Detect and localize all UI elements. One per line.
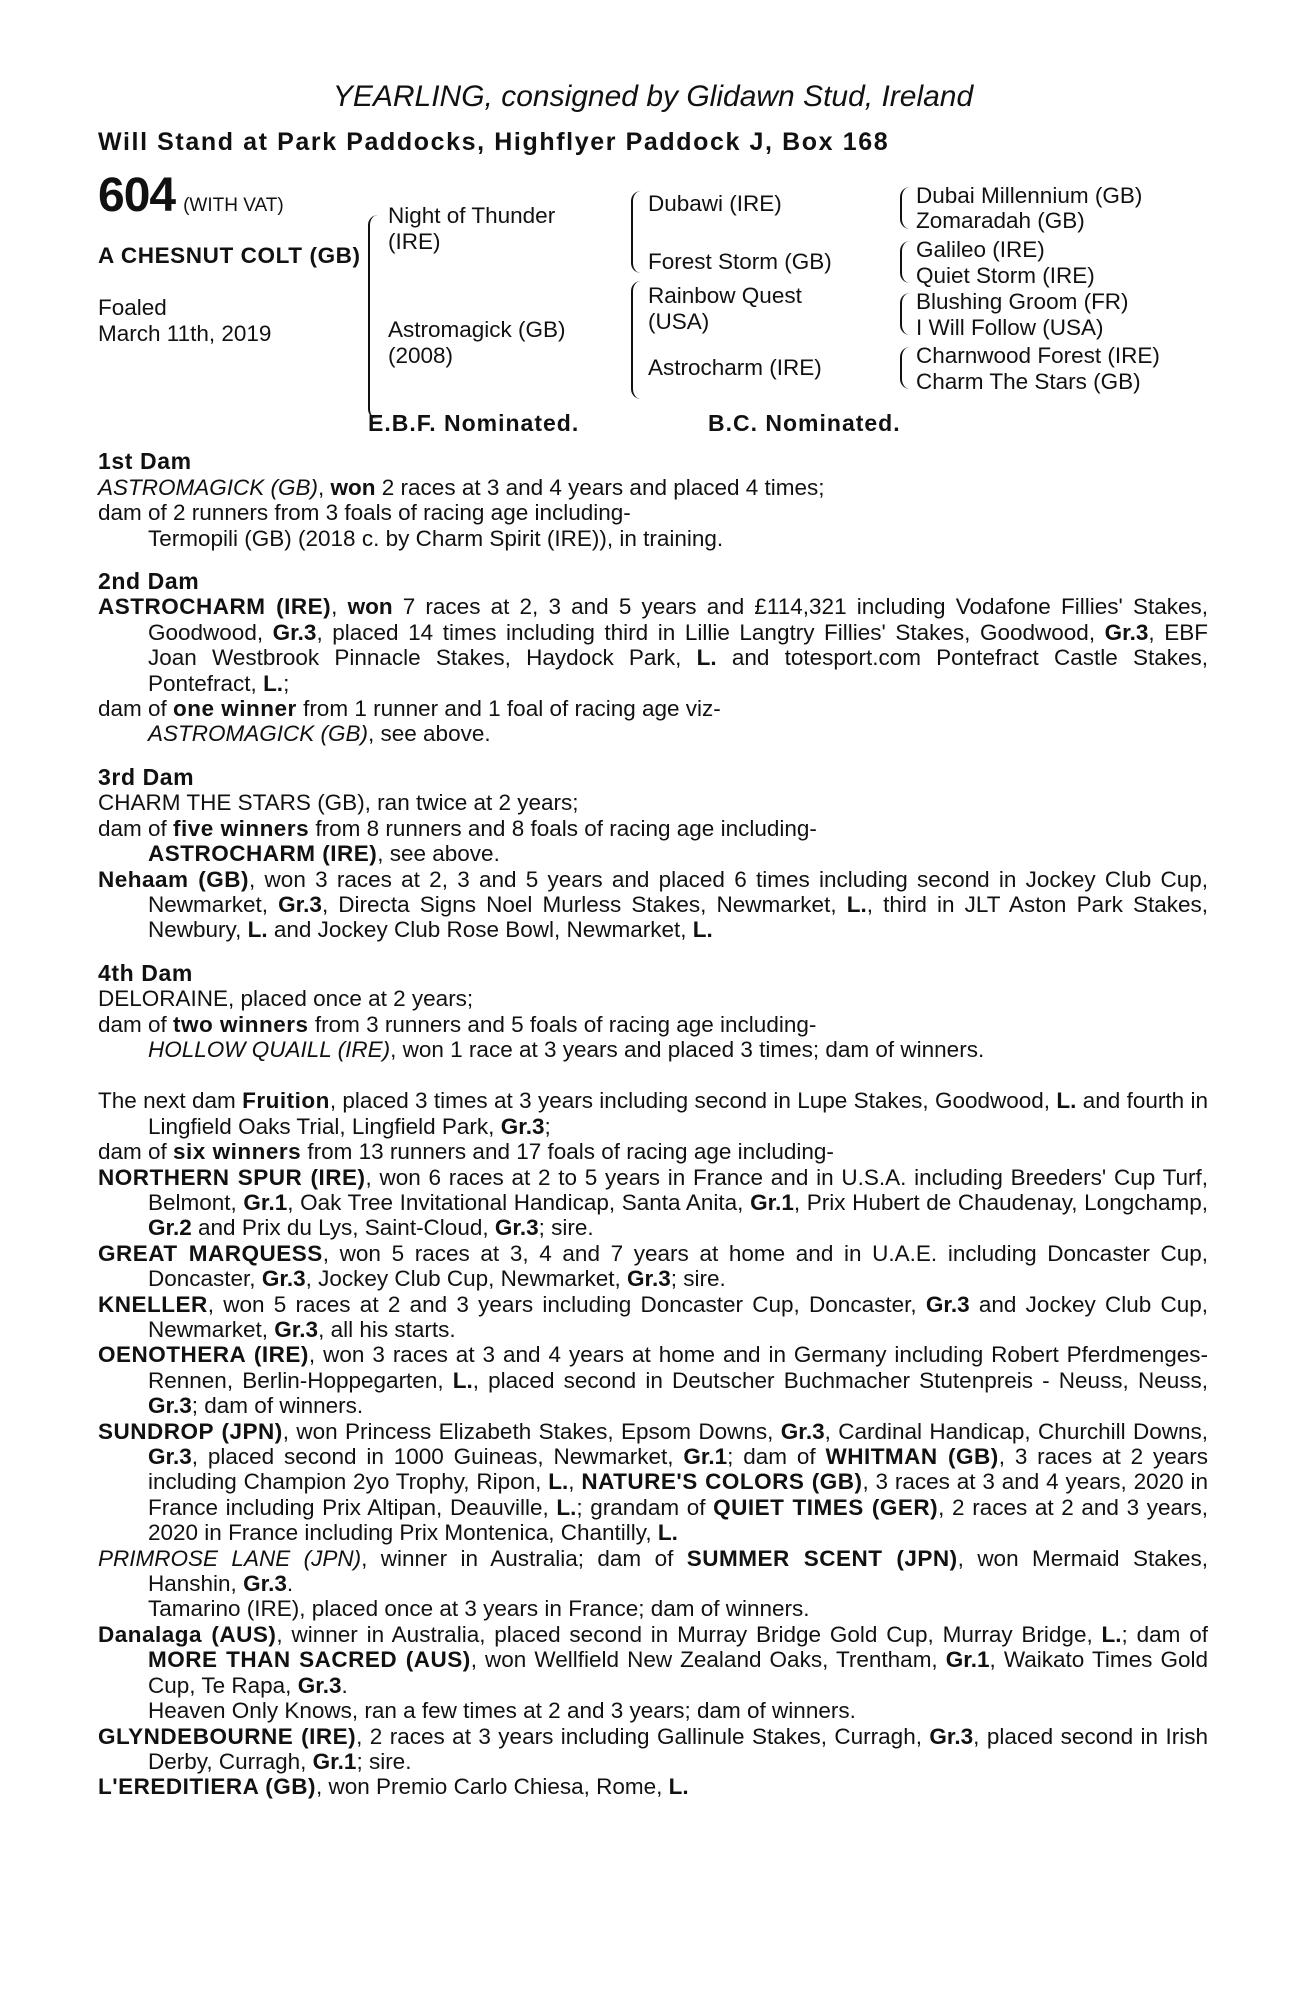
text: , won Mermaid Stakes, Hanshin, <box>148 1545 1208 1597</box>
first-dam-produce: dam of 2 runners from 3 foals of racing age including- <box>98 500 631 526</box>
winners-count: two winners <box>173 1011 309 1037</box>
foal-name: NORTHERN SPUR (IRE) <box>98 1164 366 1190</box>
race-text: 7 races at 2, 3 and 5 years and £114,321 including Vodafone Fillies' Stakes, Goodwood, <box>148 594 1208 645</box>
ggparent-3: Galileo (IRE) <box>916 237 1045 263</box>
brace-gen2a-bottom <box>631 233 641 273</box>
text: ; sire. <box>538 1215 594 1241</box>
text: , Directa Signs Noel Murless Stakes, Newmarket, <box>321 891 847 917</box>
grade: Gr.3 <box>780 1418 825 1444</box>
ggparent-2: Zomaradah (GB) <box>916 208 1085 234</box>
text: , winner in Australia; dam of <box>361 1545 687 1571</box>
foaled-date: March 11th, 2019 <box>98 320 272 346</box>
winners-count: one winner <box>173 696 297 722</box>
grade: Gr.1 <box>243 1189 288 1215</box>
third-dam-foal-2 <box>98 867 1208 943</box>
grade: L. <box>846 891 867 917</box>
produce-oenothera <box>98 1342 1208 1418</box>
race-text: , EBF Joan Westbrook Pinnacle Stakes, Haydock Park, <box>148 619 1208 671</box>
text: , Waikato Times Gold Cup, Te Rapa, <box>148 1647 1208 1698</box>
text: , see above. <box>368 721 491 747</box>
produce-northern-spur <box>98 1165 1208 1241</box>
foal-name: HOLLOW QUAILL (IRE) <box>148 1036 391 1062</box>
ggparent-7: Charnwood Forest (IRE) <box>916 343 1160 369</box>
catalogue-page <box>98 80 1208 1800</box>
sire-sire: Dubawi (IRE) <box>648 191 782 217</box>
brace-gen2a-top <box>631 191 641 233</box>
ggparent-6: I Will Follow (USA) <box>916 315 1104 341</box>
grade: Gr.3 <box>274 1317 319 1342</box>
section-heading: 3rd Dam <box>98 763 195 790</box>
grade: L. <box>263 670 284 696</box>
winners-count: five winners <box>173 815 310 841</box>
ggparent-5: Blushing Groom (FR) <box>916 289 1129 315</box>
won-label: won <box>330 474 376 500</box>
fourth-dam-section <box>98 961 1208 1063</box>
section-heading: 1st Dam <box>98 448 192 475</box>
foal-name: KNELLER <box>98 1291 208 1317</box>
text: , won 5 races at 2 and 3 years including Doncaster Cup, Doncaster, <box>207 1291 926 1317</box>
text: dam of <box>98 696 174 722</box>
section-heading: 2nd Dam <box>98 568 200 595</box>
text: ; dam of <box>727 1444 826 1470</box>
produce-tamarino: Tamarino (IRE), placed once at 3 years in France; dam of winners. <box>148 1596 810 1622</box>
grade: L. <box>452 1367 473 1393</box>
produce-kneller <box>98 1292 1208 1343</box>
text: , <box>568 1469 582 1495</box>
text: . <box>286 1571 294 1597</box>
ggparent-1: Dubai Millennium (GB) <box>916 183 1143 209</box>
text: , 3 races at 2 years including Champion 2yo Trophy, Ripon, <box>148 1444 1208 1495</box>
foal-name: ASTROCHARM (IRE) <box>148 841 378 867</box>
grade: L. <box>657 1520 678 1546</box>
text: ; grandam of <box>576 1494 714 1520</box>
text: ; sire. <box>670 1266 726 1292</box>
text: , 2 races at 2 and 3 years, 2020 in France including Prix Montenica, Chantilly, <box>148 1494 1209 1546</box>
lot-foaled <box>98 295 368 346</box>
sire-dam: Forest Storm (GB) <box>648 249 832 275</box>
text: , winner in Australia, placed second in Murray Bridge Gold Cup, Murray Bridge, <box>276 1621 1102 1647</box>
third-dam-record: CHARM THE STARS (GB), ran twice at 2 years; <box>98 790 579 816</box>
grade: L. <box>696 645 717 671</box>
dam-name: ASTROCHARM (IRE) <box>98 594 332 620</box>
foal-name: SUMMER SCENT (JPN) <box>686 1545 958 1571</box>
race-text: , placed 14 times including third in Lillie Langtry Fillies' Stakes, Goodwood, <box>316 619 1105 645</box>
next-dam-section <box>98 1088 1208 1799</box>
brace-g3-1 <box>900 187 910 209</box>
text: , all his starts. <box>318 1317 456 1342</box>
dam-name: ASTROMAGICK (GB) <box>98 474 319 500</box>
text: , third in JLT Aston Park Stakes, Newbury, <box>148 891 1208 943</box>
grade: Gr.3 <box>494 1215 539 1241</box>
text: dam of <box>98 815 174 841</box>
grade: L. <box>668 1774 689 1800</box>
bc-nominated: B.C. Nominated. <box>708 410 901 437</box>
text: and fourth in Lingfield Oaks Trial, Lingfield Park, <box>148 1088 1208 1139</box>
next-dam-produce <box>98 1139 1208 1164</box>
stand-location: Will Stand at Park Paddocks, Highflyer Paddock J, Box 168 <box>98 128 890 156</box>
text: dam of <box>98 1139 174 1165</box>
text: , placed second in 1000 Guineas, Newmarket, <box>191 1444 684 1470</box>
text: , won 1 race at 3 years and placed 3 times; dam of winners. <box>390 1036 985 1062</box>
ggparent-4: Quiet Storm (IRE) <box>916 263 1095 289</box>
brace-g3-3 <box>900 241 910 263</box>
text: from 8 runners and 8 foals of racing age including- <box>309 815 817 841</box>
foal-name: MORE THAN SACRED (AUS) <box>148 1647 471 1673</box>
foal-name: SUNDROP (JPN) <box>98 1418 283 1444</box>
lot-description: A CHESNUT COLT (GB) <box>98 243 361 269</box>
grade: L. <box>1056 1088 1077 1114</box>
text: . <box>341 1672 348 1698</box>
race-text: ; <box>283 670 290 696</box>
text: , placed second in Irish Derby, Curragh, <box>148 1723 1208 1774</box>
grade: Gr.3 <box>925 1291 970 1317</box>
third-dam-section <box>98 765 1208 943</box>
brace-gen2b-top <box>631 281 641 341</box>
first-dam-foal: Termopili (GB) (2018 c. by Charm Spirit (IRE)), in training. <box>148 525 724 551</box>
foaled-label: Foaled <box>98 295 167 321</box>
grade: L. <box>247 917 268 943</box>
produce-primrose-lane <box>98 1546 1208 1597</box>
grade: Gr.3 <box>929 1723 974 1749</box>
text: , Oak Tree Invitational Handicap, Santa Anita, <box>287 1189 751 1215</box>
dam-dam: Astrocharm (IRE) <box>648 355 822 381</box>
text: , 3 races at 3 and 4 years, 2020 in France including Prix Altipan, Deauville, <box>148 1469 1208 1520</box>
text: , placed second in Deutscher Buchmacher Stutenpreis - Neuss, Neuss, <box>472 1367 1208 1393</box>
grade: Gr.1 <box>945 1647 990 1673</box>
text: , won Premio Carlo Chiesa, Rome, <box>316 1774 669 1800</box>
foal-name: Nehaam (GB) <box>98 866 250 892</box>
first-dam-line: ASTROMAGICK (GB), won 2 races at 3 and 4 years and placed 4 times; <box>98 474 825 500</box>
dam-sire: Rainbow Quest (USA) <box>648 283 802 334</box>
text: ; dam of <box>1121 1621 1208 1647</box>
foal-name: PRIMROSE LANE (JPN) <box>98 1545 362 1571</box>
page-title: YEARLING, consigned by Glidawn Stud, Ireland <box>332 80 974 113</box>
foal-name: QUIET TIMES (GER) <box>713 1494 939 1520</box>
grade: Gr.3 <box>1104 619 1149 645</box>
text: , won 3 races at 2, 3 and 5 years and placed 6 times including second in Jockey Club Cup, Newmarket, <box>148 866 1208 917</box>
second-dam-produce <box>98 696 1208 721</box>
brace-gen1-bottom <box>368 323 380 419</box>
text: and Jockey Club Rose Bowl, Newmarket, <box>267 917 693 943</box>
text: The next dam <box>98 1088 243 1114</box>
second-dam-foal <box>148 721 1208 746</box>
text: ; sire. <box>356 1748 412 1774</box>
brace-g3-2 <box>900 209 910 229</box>
third-dam-produce <box>98 816 1208 841</box>
foal-name: L'EREDITIERA (GB) <box>98 1774 317 1800</box>
grade: Gr.3 <box>148 1444 192 1470</box>
text: , see above. <box>377 841 500 867</box>
grade: L. <box>548 1469 569 1495</box>
brace-g3-4 <box>900 263 910 283</box>
sire: Night of Thunder (IRE) <box>388 203 556 254</box>
lot-header <box>98 169 284 223</box>
text: , placed 3 times at 3 years including second in Lupe Stakes, Goodwood, <box>329 1088 1057 1114</box>
grade: L. <box>1101 1621 1122 1647</box>
foal-name: WHITMAN (GB) <box>825 1444 999 1470</box>
produce-lereditiera <box>98 1774 1208 1799</box>
brace-g3-7 <box>900 347 910 369</box>
dam: Astromagick (GB) (2008) <box>388 317 566 368</box>
dam-record: 2 races at 3 and 4 years and placed 4 times; <box>375 474 825 500</box>
lot-number: 604 <box>98 169 176 223</box>
text: , won 6 races at 2 to 5 years in France and in U.S.A. including Breeders' Cup Turf, Belmont, <box>148 1164 1208 1215</box>
foal-name: OENOTHERA (IRE) <box>98 1342 309 1368</box>
pedigree-table <box>98 169 1208 437</box>
text: , won Wellfield New Zealand Oaks, Trentham, <box>470 1647 946 1673</box>
grade: Gr.3 <box>626 1266 671 1292</box>
dam-name: Fruition <box>242 1088 330 1114</box>
grade: Gr.2 <box>148 1215 192 1241</box>
race-text: and totesport.com Pontefract Castle Stakes, Pontefract, <box>148 645 1208 696</box>
produce-danalaga <box>98 1622 1208 1698</box>
text: from 3 runners and 5 foals of racing age including- <box>308 1011 817 1037</box>
grade: Gr.3 <box>148 1393 192 1419</box>
grade: Gr.1 <box>312 1748 357 1774</box>
grade: Gr.3 <box>272 619 317 645</box>
second-dam-section <box>98 569 1208 747</box>
text: and Prix du Lys, Saint-Cloud, <box>191 1215 495 1241</box>
brace-g3-6 <box>900 315 910 335</box>
text: ; dam of winners. <box>191 1393 364 1419</box>
next-dam-record <box>98 1088 1208 1139</box>
grade: Gr.1 <box>750 1189 794 1215</box>
text: , Cardinal Handicap, Churchill Downs, <box>824 1418 1208 1444</box>
text: dam of <box>98 1011 174 1037</box>
text: , won Princess Elizabeth Stakes, Epsom Downs, <box>282 1418 781 1444</box>
fourth-dam-produce <box>98 1012 1208 1037</box>
ebf-nominated: E.B.F. Nominated. <box>368 410 580 437</box>
text: from 1 runner and 1 foal of racing age viz- <box>296 696 721 722</box>
fourth-dam-record: DELORAINE, placed once at 2 years; <box>98 986 474 1012</box>
grade: L. <box>556 1494 577 1520</box>
grade: L. <box>692 917 713 943</box>
text: ; <box>544 1113 551 1139</box>
won-label: won <box>347 594 393 620</box>
foal-name: Danalaga (AUS) <box>98 1621 277 1647</box>
grade: Gr.3 <box>500 1113 545 1139</box>
foal-name: GREAT MARQUESS <box>98 1240 323 1266</box>
grade: Gr.3 <box>243 1571 287 1597</box>
text: , 2 races at 3 years including Gallinule Stakes, Curragh, <box>356 1723 930 1749</box>
produce-heaven-only-knows: Heaven Only Knows, ran a few times at 2 and 3 years; dam of winners. <box>148 1698 856 1724</box>
ggparent-8: Charm The Stars (GB) <box>916 369 1141 395</box>
third-dam-foal-1 <box>148 841 1208 866</box>
text: , won 5 races at 3, 4 and 7 years at home and in U.A.E. including Doncaster Cup, Doncaster, <box>148 1240 1209 1292</box>
fourth-dam-foal <box>148 1037 1208 1062</box>
brace-g3-5 <box>900 293 910 315</box>
brace-gen2b-bottom <box>631 341 641 399</box>
brace-gen1-top <box>368 215 380 323</box>
text: , Prix Hubert de Chaudenay, Longchamp, <box>793 1189 1209 1215</box>
winners-count: six winners <box>173 1139 302 1165</box>
brace-g3-8 <box>900 369 910 389</box>
grade: Gr.1 <box>683 1444 728 1470</box>
produce-great-marquess <box>98 1241 1208 1292</box>
lot-vat: (WITH VAT) <box>183 195 284 217</box>
produce-glyndebourne <box>98 1724 1208 1775</box>
text: and Jockey Club Cup, Newmarket, <box>148 1291 1209 1342</box>
produce-sundrop <box>98 1419 1208 1546</box>
text: from 13 runners and 17 foals of racing age including- <box>301 1139 834 1165</box>
foal-name: NATURE'S COLORS (GB) <box>581 1469 863 1495</box>
foal-name: GLYNDEBOURNE (IRE) <box>98 1723 357 1749</box>
text: , Jockey Club Cup, Newmarket, <box>305 1266 627 1292</box>
grade: Gr.3 <box>261 1266 306 1292</box>
second-dam-record: ASTROCHARM (IRE), won 7 races at 2, 3 and 5 years and £114,321 including Vodafone Fillies' Stakes, Goodwood, Gr.3, placed 14 times including third in Lillie Langtry Fillies' Stakes, Goodwood, Gr.3, EBF Joan Westbrook Pinnacle Stakes, Haydock Park, L. and totesport.com Pontefract Castle Stakes, Pontefract, L.; <box>98 594 1208 696</box>
grade: Gr.3 <box>297 1672 342 1698</box>
text: , won 3 races at 3 and 4 years at home and in Germany including Robert Pferdmenges-Rennen, Berlin-Hoppegarten, <box>148 1342 1208 1393</box>
first-dam-section <box>98 449 1208 551</box>
foal-name: ASTROMAGICK (GB) <box>148 721 369 747</box>
grade: Gr.3 <box>278 891 322 917</box>
section-heading: 4th Dam <box>98 959 193 986</box>
